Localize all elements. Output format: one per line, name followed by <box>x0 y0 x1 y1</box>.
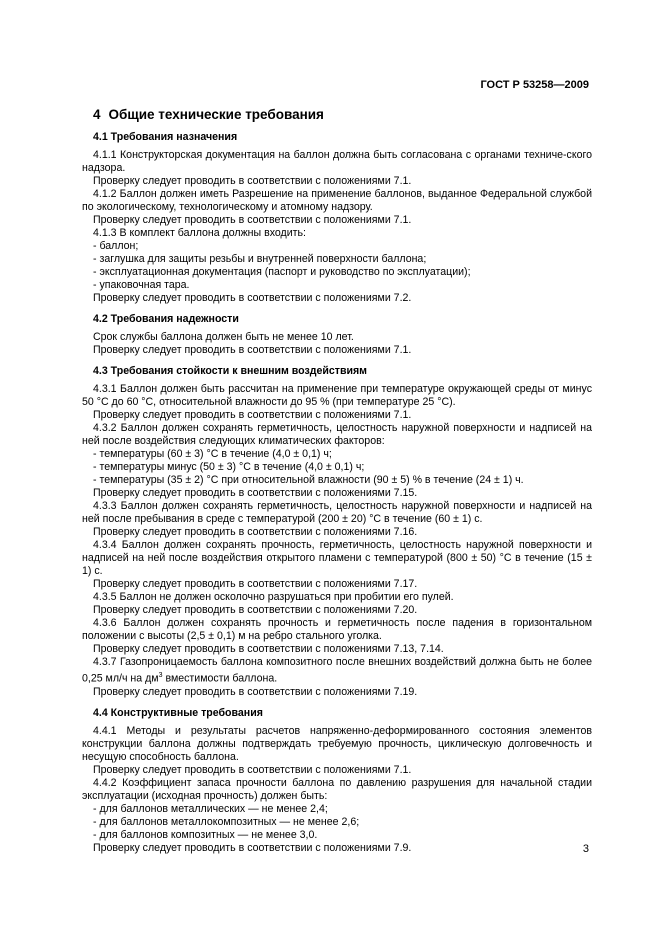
list-item: - упаковочная тара. <box>93 279 190 291</box>
subsection-title-4-1: 4.1 Требования назначения <box>93 131 238 143</box>
list-item: - для баллонов металлических — не менее 2,4; <box>93 802 328 815</box>
paragraph: Проверку следует проводить в соответствии с положениями 7.16. <box>93 526 418 538</box>
paragraph: 4.3.3 Баллон должен сохранять герметичность, целостность наружной поверхности и надписей на ней после пребывания в среде с температурой (200 ± 20) °С в течение (60 ± 1) с. <box>82 500 592 525</box>
list-item: - температуры (35 ± 2) °С при относительной влажности (90 ± 5) % в течение (24 ± 1) ч. <box>93 474 524 486</box>
paragraph: 4.3.2 Баллон должен сохранять герметичность, целостность наружной поверхности и надписей на ней после воздействия следующих климатических факторов: <box>82 422 592 447</box>
paragraph: 4.3.6 Баллон должен сохранять прочность и герметичность после падения в горизонтальном положении с высоты (2,5 ± 0,1) м на ребро стального уголка. <box>82 617 592 642</box>
paragraph: 4.4.1 Методы и результаты расчетов напряженно-деформированного состояния элементов конструкции баллона должны подтверждать требуемую прочность, циклическую долговечность и несущую способность баллона. <box>82 724 592 763</box>
paragraph: Проверку следует проводить в соответствии с положениями 7.13, 7.14. <box>93 643 444 655</box>
subsection-title-4-2: 4.2 Требования надежности <box>93 313 239 325</box>
paragraph: Проверку следует проводить в соответствии с положениями 7.20. <box>93 604 418 616</box>
paragraph: Проверку следует проводить в соответствии с положениями 7.17. <box>93 578 418 590</box>
list-item: - эксплуатационная документация (паспорт и руководство по эксплуатации); <box>93 266 471 278</box>
paragraph: Проверку следует проводить в соответствии с положениями 7.9. <box>93 841 412 854</box>
paragraph: Проверку следует проводить в соответствии с положениями 7.1. <box>93 344 412 356</box>
section-title-text: Общие технические требования <box>108 107 324 122</box>
paragraph: 4.3.4 Баллон должен сохранять прочность, герметичность, целостность наружной поверхности и надписей на ней после воздействия открытого пламени с температурой (800 ± 50) °С в течение (15 ± 1) с. <box>82 539 592 577</box>
list-item: - заглушка для защиты резьбы и внутренней поверхности баллона; <box>93 253 427 265</box>
paragraph-text: 4.3.7 Газопроницаемость баллона композитного после внешних воздействий должна быть не более 0,25 мл/ч на дм <box>82 656 592 685</box>
paragraph: Проверку следует проводить в соответствии с положениями 7.2. <box>93 292 412 304</box>
section-title <box>93 108 592 121</box>
paragraph: Проверку следует проводить в соответствии с положениями 7.15. <box>93 487 418 499</box>
paragraph: Проверку следует проводить в соответствии с положениями 7.1. <box>93 409 412 421</box>
paragraph: Проверку следует проводить в соответствии с положениями 7.1. <box>93 175 412 187</box>
paragraph: Срок службы баллона должен быть не менее 10 лет. <box>93 331 354 343</box>
superscript: 3 <box>158 672 163 679</box>
paragraph: 4.3.5 Баллон не должен осколочно разрушаться при пробитии его пулей. <box>93 591 454 603</box>
paragraph: 4.1.3 В комплект баллона должны входить: <box>93 227 306 239</box>
paragraph: 4.1.1 Конструкторская документация на баллон должна быть согласована с органами техниче-ского надзора. <box>82 149 592 174</box>
paragraph: 4.4.2 Коэффициент запаса прочности баллона по давлению разрушения для начальной стадии эксплуатации (исходная прочность) должен быть: <box>82 776 592 802</box>
paragraph: Проверку следует проводить в соответствии с положениями 7.1. <box>93 763 412 776</box>
paragraph <box>82 656 592 686</box>
paragraph-text: вместимости баллона. <box>162 672 278 685</box>
list-item: - баллон; <box>93 240 139 252</box>
paragraph: 4.3.1 Баллон должен быть рассчитан на применение при температуре окружающей среды от минус 50 °С до 60 °С, относительной влажности до 95 % (при температуре 25 °С). <box>82 383 592 408</box>
paragraph: 4.1.2 Баллон должен иметь Разрешение на применение баллонов, выданное Федеральной службой по экологическому, технологическому и атомному надзору. <box>82 188 592 213</box>
page-number: 3 <box>582 843 589 855</box>
section-number: 4 <box>93 107 101 122</box>
subsection-title-4-4: 4.4 Конструктивные требования <box>93 706 263 719</box>
list-item: - температуры минус (50 ± 3) °С в течение (4,0 ± 0,1) ч; <box>93 461 365 473</box>
paragraph: Проверку следует проводить в соответствии с положениями 7.19. <box>93 685 418 698</box>
list-item: - для баллонов металлокомпозитных — не менее 2,6; <box>93 815 360 828</box>
subsection-title-4-3: 4.3 Требования стойкости к внешним воздействиям <box>93 365 368 377</box>
standard-header: ГОСТ Р 53258—2009 <box>480 79 589 91</box>
list-item: - температуры (60 ± 3) °С в течение (4,0 ± 0,1) ч; <box>93 448 332 460</box>
paragraph: Проверку следует проводить в соответствии с положениями 7.1. <box>93 214 412 226</box>
page-content <box>82 108 592 855</box>
list-item: - для баллонов композитных — не менее 3,0. <box>93 828 318 841</box>
